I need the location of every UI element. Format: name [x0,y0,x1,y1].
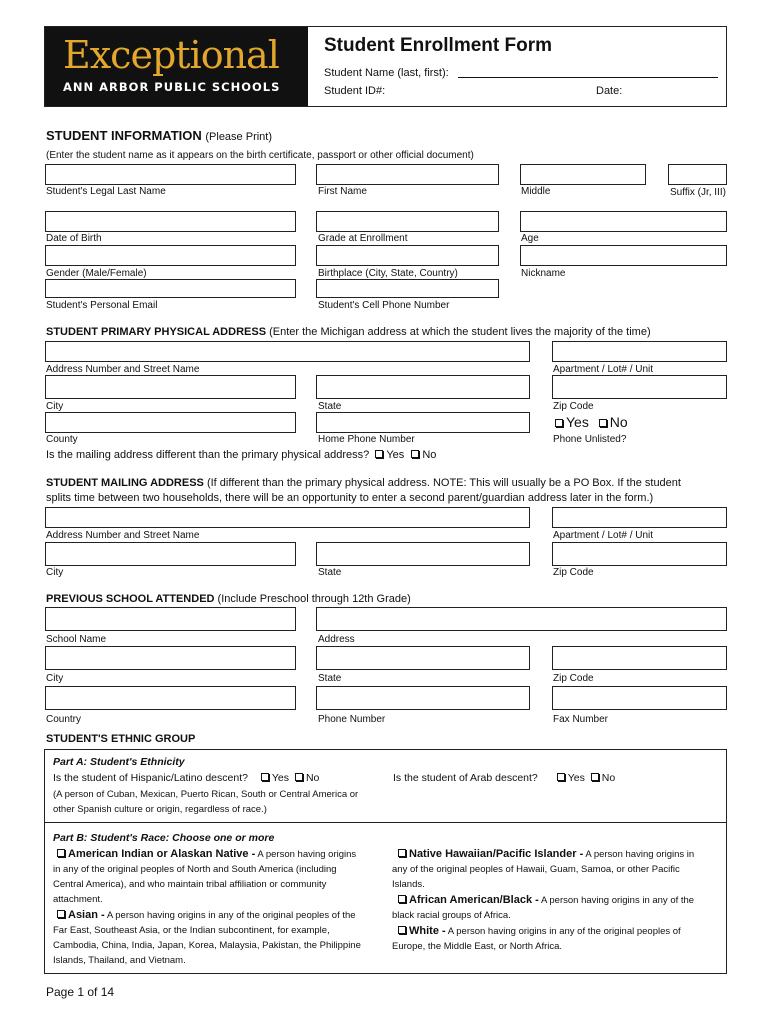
asian-checkbox[interactable] [57,910,65,918]
unlisted-yes-checkbox[interactable] [555,419,563,427]
primary-street-label: Address Number and Street Name [46,364,200,375]
first-name-field[interactable] [316,164,499,185]
form-title: Student Enrollment Form [324,35,552,56]
arab-no-checkbox[interactable] [591,773,599,781]
age-field[interactable] [520,211,727,232]
mailing-apt-label: Apartment / Lot# / Unit [553,530,654,541]
primary-apt-field[interactable] [552,341,727,362]
birthplace-label: Birthplace (City, State, Country) [318,268,458,279]
previous-school-heading: PREVIOUS SCHOOL ATTENDED (Include Preschool through 12th Grade) [46,593,411,605]
cell-phone-field[interactable] [316,279,499,298]
school-country-label: Country [46,714,82,725]
gender-label: Gender (Male/Female) [46,268,147,279]
mailing-zip-field[interactable] [552,542,727,566]
first-name-label: First Name [318,186,367,197]
date-label: Date: [596,85,623,97]
american-indian-checkbox[interactable] [57,849,65,857]
mailing-state-label: State [318,567,342,578]
race-white: White - A person having origins in any of the original peoples of Europe, the Middle East, or North Africa. [392,925,681,952]
primary-street-field[interactable] [45,341,530,362]
mailing-address-heading: STUDENT MAILING ADDRESS (If different than the primary physical address. NOTE: This will usually be a PO Box. If the student [46,477,681,489]
hispanic-question: Is the student of Hispanic/Latino descent? Yes No [53,772,320,784]
dob-field[interactable] [45,211,296,232]
school-city-label: City [46,673,64,684]
home-phone-field[interactable] [316,412,530,433]
school-address-label: Address [318,634,355,645]
school-state-field[interactable] [316,646,530,670]
primary-address-heading: STUDENT PRIMARY PHYSICAL ADDRESS (Enter the Michigan address at which the student lives the majority of the time) [46,326,651,338]
mailing-apt-field[interactable] [552,507,727,528]
ethnic-divider [45,822,726,823]
unlisted-no-checkbox[interactable] [599,419,607,427]
suffix-label: Suffix (Jr, III) [670,187,726,198]
hispanic-yes-checkbox[interactable] [261,773,269,781]
gender-field[interactable] [45,245,296,266]
school-name-label: School Name [46,634,107,645]
part-b-title: Part B: Student's Race: Choose one or more [53,832,275,844]
school-name-field[interactable] [45,607,296,631]
email-label: Student's Personal Email [46,300,158,311]
logo-wordmark: Exceptional [63,33,279,77]
primary-apt-label: Apartment / Lot# / Unit [553,364,654,375]
home-phone-label: Home Phone Number [318,434,415,445]
ethnic-group-box [44,749,727,974]
mailing-different-no-checkbox[interactable] [411,450,419,458]
nickname-label: Nickname [521,268,566,279]
page-number: Page 1 of 14 [46,985,115,999]
hispanic-no-checkbox[interactable] [295,773,303,781]
last-name-field[interactable] [45,164,296,185]
mailing-street-field[interactable] [45,507,530,528]
suffix-field[interactable] [668,164,727,185]
cell-phone-label: Student's Cell Phone Number [318,300,450,311]
arab-yes-checkbox[interactable] [557,773,565,781]
student-id-label: Student ID#: [324,85,386,97]
mailing-zip-label: Zip Code [553,567,594,578]
mailing-different-question: Is the mailing address different than the primary physical address? Yes No [46,449,437,461]
birthplace-field[interactable] [316,245,499,266]
school-country-field[interactable] [45,686,296,710]
nickname-field[interactable] [520,245,727,266]
mailing-address-note: splits time between two households, there will be an opportunity to enter a second parent/guardian address later in the form.) [46,492,654,504]
part-a-title: Part A: Student's Ethnicity [53,756,185,768]
last-name-label: Student's Legal Last Name [46,186,166,197]
mailing-different-yes-checkbox[interactable] [375,450,383,458]
primary-zip-field[interactable] [552,375,727,399]
hispanic-note: (A person of Cuban, Mexican, Puerto Rican, South or Central America or other Spanish culture or origin, regardless of race.) [53,789,359,815]
school-zip-field[interactable] [552,646,727,670]
county-field[interactable] [45,412,296,433]
student-name-label: Student Name (last, first): [324,67,449,79]
black-checkbox[interactable] [398,895,406,903]
county-label: County [46,434,78,445]
primary-zip-label: Zip Code [553,401,594,412]
unlisted-label: Phone Unlisted? [553,434,627,445]
logo-subtitle: ANN ARBOR PUBLIC SCHOOLS [63,80,281,94]
middle-name-field[interactable] [520,164,646,185]
white-checkbox[interactable] [398,926,406,934]
middle-label: Middle [521,186,551,197]
race-black: African American/Black - A person having origins in any of the black racial groups of Africa. [392,894,695,921]
student-name-line[interactable] [458,77,718,78]
mailing-city-label: City [46,567,64,578]
mailing-city-field[interactable] [45,542,296,566]
grade-field[interactable] [316,211,499,232]
student-info-instructions: (Enter the student name as it appears on the birth certificate, passport or other official document) [46,150,474,161]
school-fax-label: Fax Number [553,714,609,725]
school-phone-field[interactable] [316,686,530,710]
age-label: Age [521,233,539,244]
school-zip-label: Zip Code [553,673,594,684]
district-logo [45,27,308,106]
dob-label: Date of Birth [46,233,102,244]
primary-city-field[interactable] [45,375,296,399]
arab-question: Is the student of Arab descent? Yes No [393,772,616,784]
school-fax-field[interactable] [552,686,727,710]
race-american-indian: American Indian or Alaskan Native - A person having origins in any of the original peoples of North and South America (including Central America), and who maintain tribal affiliation or community attachment. [53,848,357,905]
unlisted-options: Yes No [555,414,628,430]
student-info-heading: STUDENT INFORMATION (Please Print) [46,128,273,143]
hawaiian-checkbox[interactable] [398,849,406,857]
race-asian: Asian - A person having origins in any of the original peoples of the Far East, Southeast Asia, or the Indian subcontinent, for example, Cambodia, China, India, Japan, Korea, Malaysia, Pakistan, the Philippine Islands, Thailand, and Vietnam. [53,909,361,966]
email-field[interactable] [45,279,296,298]
primary-city-label: City [46,401,64,412]
school-state-label: State [318,673,342,684]
ethnic-heading: STUDENT'S ETHNIC GROUP [46,733,196,745]
mailing-street-label: Address Number and Street Name [46,530,200,541]
school-city-field[interactable] [45,646,296,670]
form-header [44,26,727,107]
school-phone-label: Phone Number [318,714,386,725]
grade-label: Grade at Enrollment [318,233,408,244]
mailing-state-field[interactable] [316,542,530,566]
school-address-field[interactable] [316,607,727,631]
primary-state-field[interactable] [316,375,530,399]
primary-state-label: State [318,401,342,412]
race-hawaiian: Native Hawaiian/Pacific Islander - A person having origins in any of the original peoples of Hawaii, Guam, Samoa, or other Pacific Islands. [392,848,695,890]
